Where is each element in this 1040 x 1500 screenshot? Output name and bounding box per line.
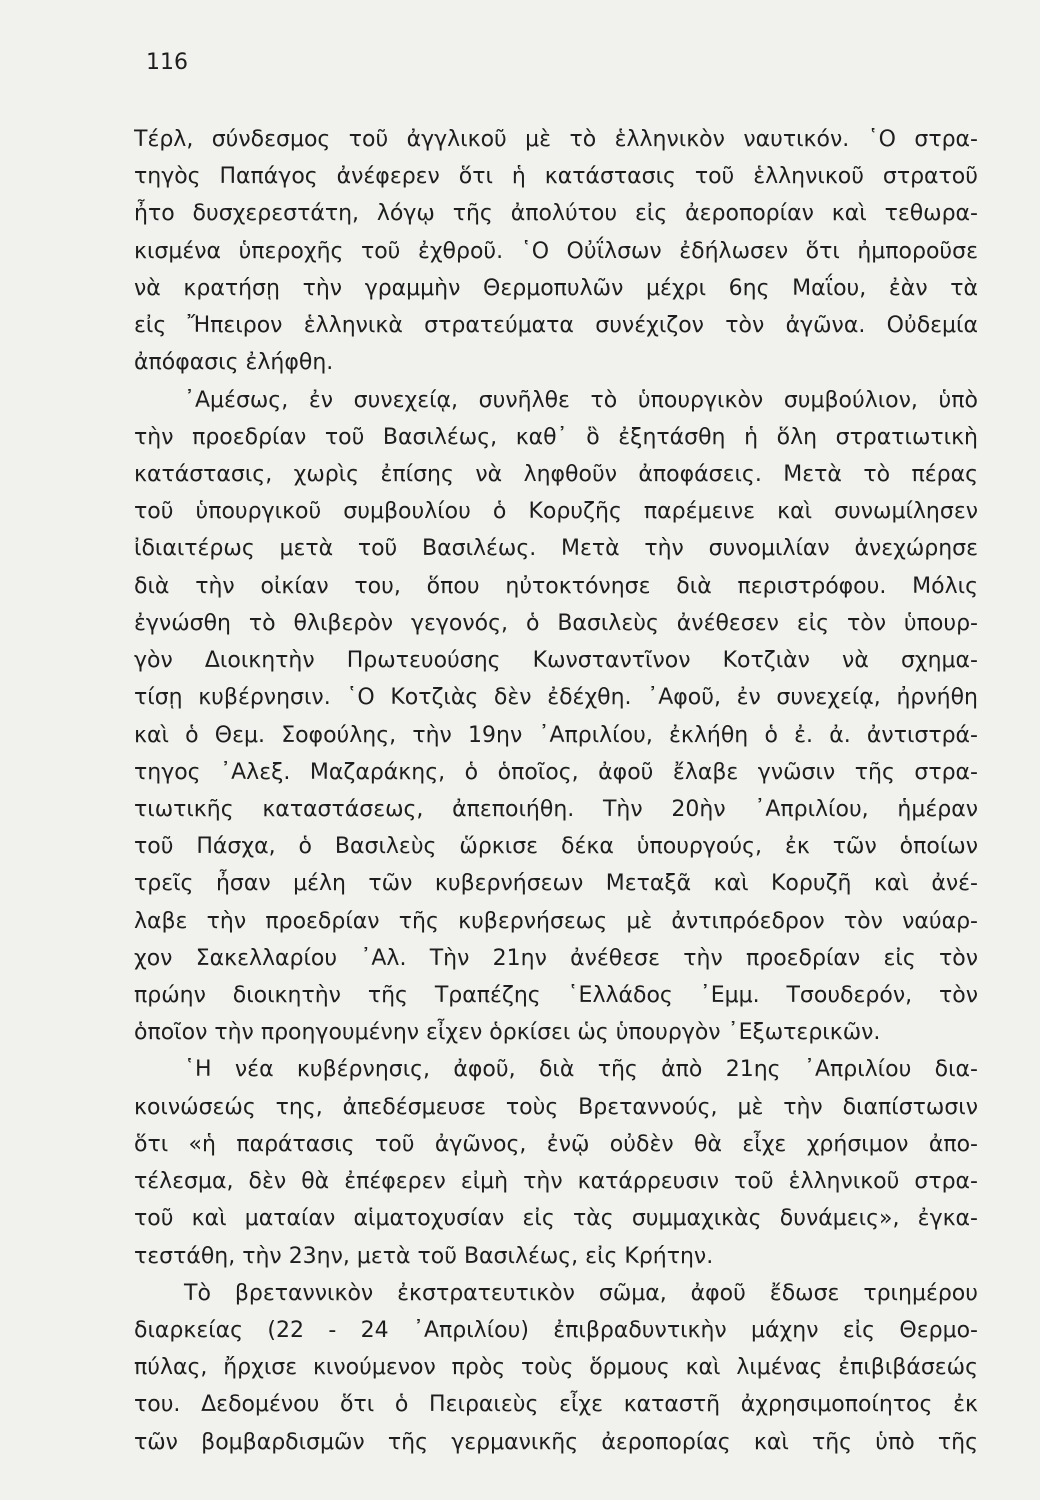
text-line: πύλας, ἤρχισε κινούμενον πρὸς τοὺς ὅρμους καὶ λιμένας ἐπιβιβάσεώς <box>134 1355 978 1381</box>
text-line: ὅτι «ἡ παράτασις τοῦ ἀγῶνος, ἐνῷ οὐδὲν θὰ εἶχε χρήσιμον ἀπο- <box>134 1131 978 1157</box>
text-line: εἰς Ἤπειρον ἑλληνικὰ στρατεύματα συνέχιζον τὸν ἀγῶνα. Οὐδεμία <box>134 313 978 339</box>
text-line: τηγος ᾿Αλεξ. Μαζαράκης, ὁ ὁποῖος, ἀφοῦ ἔλαβε γνῶσιν τῆς στρα- <box>134 759 978 785</box>
text-line: λαβε τὴν προεδρίαν τῆς κυβερνήσεως μὲ ἀντιπρόεδρον τὸν ναύαρ- <box>134 908 978 934</box>
text-line: κισμένα ὑπεροχῆς τοῦ ἐχθροῦ. ῾Ο Οὐΐλσων ἐδήλωσεν ὅτι ἠμποροῦσε <box>134 238 978 264</box>
text-line: τοῦ καὶ ματαίαν αἱματοχυσίαν εἰς τὰς συμμαχικὰς δυνάμεις», ἐγκα- <box>134 1206 978 1232</box>
text-line: τὴν προεδρίαν τοῦ Βασιλέως, καθ᾿ ὃ ἐξητάσθη ἡ ὅλη στρατιωτικὴ <box>134 424 978 450</box>
text-line: τοῦ Πάσχα, ὁ Βασιλεὺς ὥρκισε δέκα ὑπουργούς, ἐκ τῶν ὁποίων <box>134 834 978 860</box>
text-line: διὰ τὴν οἰκίαν του, ὅπου ηὐτοκτόνησε διὰ περιστρόφου. Μόλις <box>134 573 978 599</box>
text-line: του. Δεδομένου ὅτι ὁ Πειραιεὺς εἶχε καταστῆ ἀχρησιμοποίητος ἐκ <box>134 1392 978 1418</box>
text-line: τίσῃ κυβέρνησιν. ῾Ο Κοτζιὰς δὲν ἐδέχθη. ᾿Αφοῦ, ἐν συνεχείᾳ, ἠρνήθη <box>134 685 978 711</box>
text-line: διαρκείας (22 - 24 ᾿Απριλίου) ἐπιβραδυντικὴν μάχην εἰς Θερμο- <box>134 1318 978 1343</box>
text-line: τρεῖς ἦσαν μέλη τῶν κυβερνήσεων Μεταξᾶ καὶ Κορυζῆ καὶ ἀνέ- <box>134 871 978 897</box>
text-line: τῶν βομβαρδισμῶν τῆς γερμανικῆς ἀεροπορίας καὶ τῆς ὑπὸ τῆς <box>134 1429 978 1455</box>
text-line: ὁποῖον τὴν προηγουμένην εἶχεν ὁρκίσει ὡς ὑπουργὸν ᾿Εξωτερικῶν. <box>134 1020 881 1046</box>
text-line: τέλεσμα, δὲν θὰ ἐπέφερεν εἰμὴ τὴν κατάρρευσιν τοῦ ἑλληνικοῦ στρα- <box>134 1169 978 1195</box>
text-line: τεστάθη, τὴν 23ην, μετὰ τοῦ Βασιλέως, εἰς Κρήτην. <box>134 1243 714 1269</box>
text-line: πρώην διοικητὴν τῆς Τραπέζης ῾Ελλάδος ᾿Εμμ. Τσουδερόν, τὸν <box>134 983 978 1009</box>
text-line: κοινώσεώς της, ἀπεδέσμευσε τοὺς Βρεταννούς, μὲ τὴν διαπίστωσιν <box>134 1094 978 1120</box>
text-line: τιωτικῆς καταστάσεως, ἀπεποιήθη. Τὴν 20ὴν ᾿Απριλίου, ἡμέραν <box>134 796 978 822</box>
text-line: χον Σακελλαρίου ᾿Αλ. Τὴν 21ην ἀνέθεσε τὴν προεδρίαν εἰς τὸν <box>134 945 978 971</box>
text-line: ἦτο δυσχερεστάτη, λόγῳ τῆς ἀπολύτου εἰς ἀεροπορίαν καὶ τεθωρα- <box>134 201 978 227</box>
text-line: γὸν Διοικητὴν Πρωτευούσης Κωνσταντῖνον Κοτζιὰν νὰ σχημα- <box>134 648 978 674</box>
text-line: κατάστασις, χωρὶς ἐπίσης νὰ ληφθοῦν ἀποφάσεις. Μετὰ τὸ πέρας <box>134 461 978 487</box>
body-text <box>134 121 978 1461</box>
text-line: ἰδιαιτέρως μετὰ τοῦ Βασιλέως. Μετὰ τὴν συνομιλίαν ἀνεχώρησε <box>134 536 978 562</box>
page-number: 116 <box>146 50 188 75</box>
text-line: ᾿Αμέσως, ἐν συνεχείᾳ, συνῆλθε τὸ ὑπουργικὸν συμβούλιον, ὑπὸ <box>184 387 978 413</box>
text-line: τηγὸς Παπάγος ἀνέφερεν ὅτι ἡ κατάστασις τοῦ ἑλληνικοῦ στρατοῦ <box>134 164 978 190</box>
text-line: ἀπόφασις ἐλήφθη. <box>134 350 334 376</box>
text-line: Τέρλ, σύνδεσμος τοῦ ἀγγλικοῦ μὲ τὸ ἑλληνικὸν ναυτικόν. ῾Ο στρα- <box>134 127 978 152</box>
text-line: νὰ κρατήσῃ τὴν γραμμὴν Θερμοπυλῶν μέχρι 6ης Μαΐου, ἐὰν τὰ <box>134 275 978 301</box>
text-line: καὶ ὁ Θεμ. Σοφούλης, τὴν 19ην ᾿Απριλίου, ἐκλήθη ὁ ἐ. ἀ. ἀντιστρά- <box>134 722 978 748</box>
text-line: Τὸ βρεταννικὸν ἐκστρατευτικὸν σῶμα, ἀφοῦ ἔδωσε τριημέρου <box>184 1280 978 1306</box>
text-line: τοῦ ὑπουργικοῦ συμβουλίου ὁ Κορυζῆς παρέμεινε καὶ συνωμίλησεν <box>134 499 978 525</box>
text-line: ῾Η νέα κυβέρνησις, ἀφοῦ, διὰ τῆς ἀπὸ 21ης ᾿Απριλίου δια- <box>184 1057 978 1083</box>
text-line: ἐγνώσθη τὸ θλιβερὸν γεγονός, ὁ Βασιλεὺς ἀνέθεσεν εἰς τὸν ὑπουρ- <box>134 610 978 636</box>
